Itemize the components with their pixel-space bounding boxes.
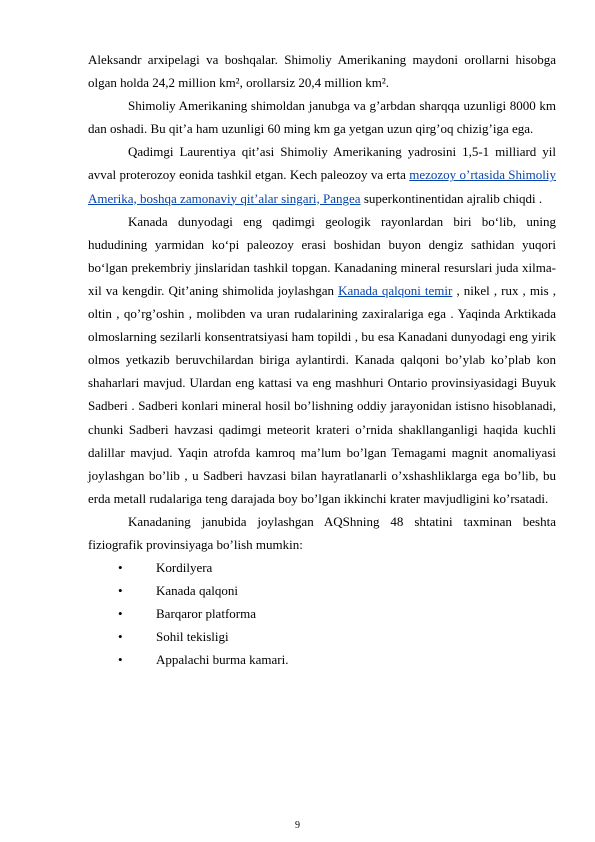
list-item-label: Kanada qalqoni (156, 583, 238, 599)
bullet-icon: • (118, 606, 123, 622)
paragraph-text: Qadimgi Laurentiya qit’asi Shimoliy Amerikaning yadrosini 1,5-1 milliard yil avval proterozoy eonida tashkil etgan. Kech paleozoy va erta (88, 144, 556, 183)
pangea-link[interactable]: mezozoy o’rtasida Shimoliy Amerika, boshqa zamonaviy qit’alar singari, Pangea (88, 167, 556, 206)
list-item (88, 625, 556, 648)
list-item-label: Barqaror platforma (156, 606, 256, 622)
list-item (88, 579, 556, 602)
paragraph: Shimoliy Amerikaning shimoldan janubga va g’arbdan sharqqa uzunligi 8000 km dan oshadi. Bu qit’a ham uzunligi 60 ming km ga yetgan uzun qirg’oq chizig’iga ega. (88, 98, 556, 137)
bullet-icon: • (118, 652, 123, 668)
canadian-shield-link[interactable]: Kanada qalqoni temir (338, 282, 453, 298)
page-number: 9 (295, 820, 300, 831)
list-item (88, 648, 556, 671)
bullet-icon: • (118, 629, 123, 645)
paragraph-text: , nikel , rux , mis , oltin , qo’rg’oshin , molibden va uran rudalarining zaxiralariga ega . Yaqinda Arktikada olmoslarning sezilarli konsentratsiyasi ham topildi , bu esa Kanadani dunyodagi eng yirik olmos yetkazib beruvchilardan biriga aylantirdi. Kanada qalqoni bo’ylab ko’plab kon shaharlari mavjud. Ulardan eng kattasi va eng mashhuri Ontario provinsiyasidagi Buyuk Sadberi . Sadberi konlari mineral hosil bo’lishning oddiy jarayonidan istisno hisoblanadi, chunki Sadberi havzasi qadimgi meteorit krateri o’rnida shakllanganligi haqida kuchli dalillar mavjud. Yaqin atrofda kamroq ma’lum bo’lgan Temagami magnit anomaliyasi joylashgan bo’lib , u Sadberi havzasi bilan hayratlanarli o’xshashliklarga ega bo’lib, bu erda metall rudalariga teng darajada boy bo’lgan ikkinchi krater mavjudligini ko’rsatadi. (88, 282, 556, 506)
paragraph: Aleksandr arxipelagi va boshqalar. Shimoliy Amerikaning maydoni orollarni hisobga olgan holda 24,2 million km², orollarsiz 20,4 million km². (88, 52, 556, 91)
list-item (88, 556, 556, 579)
paragraph-text: Kanada dunyodagi eng qadimgi geologik rayonlardan biri bo‘lib, uning hududining yarmidan ko‘pi paleozoy erasi boshidan buyon dengiz sathidan yuqori bo‘lgan prekembriy jinslaridan tashkil topgan. Kanadaning mineral resurslari juda xilma-xil va kengdir. Qit’aning shimolida joylashgan (88, 213, 556, 298)
bullet-icon: • (118, 583, 123, 599)
paragraph-text: superkontinentidan ajralib chiqdi . (360, 190, 543, 206)
province-list (88, 556, 556, 671)
paragraph (88, 210, 556, 510)
list-item-label: Appalachi burma kamari. (156, 652, 289, 668)
list-item-label: Sohil tekisligi (156, 629, 229, 645)
paragraph: Kanadaning janubida joylashgan AQShning 48 shtatini taxminan beshta fiziografik provinsiyaga bo’lish mumkin: (88, 513, 556, 552)
bullet-icon: • (118, 560, 123, 576)
list-item-label: Kordilyera (156, 560, 213, 576)
paragraph (88, 140, 556, 209)
list-item (88, 602, 556, 625)
document-page (88, 48, 556, 672)
